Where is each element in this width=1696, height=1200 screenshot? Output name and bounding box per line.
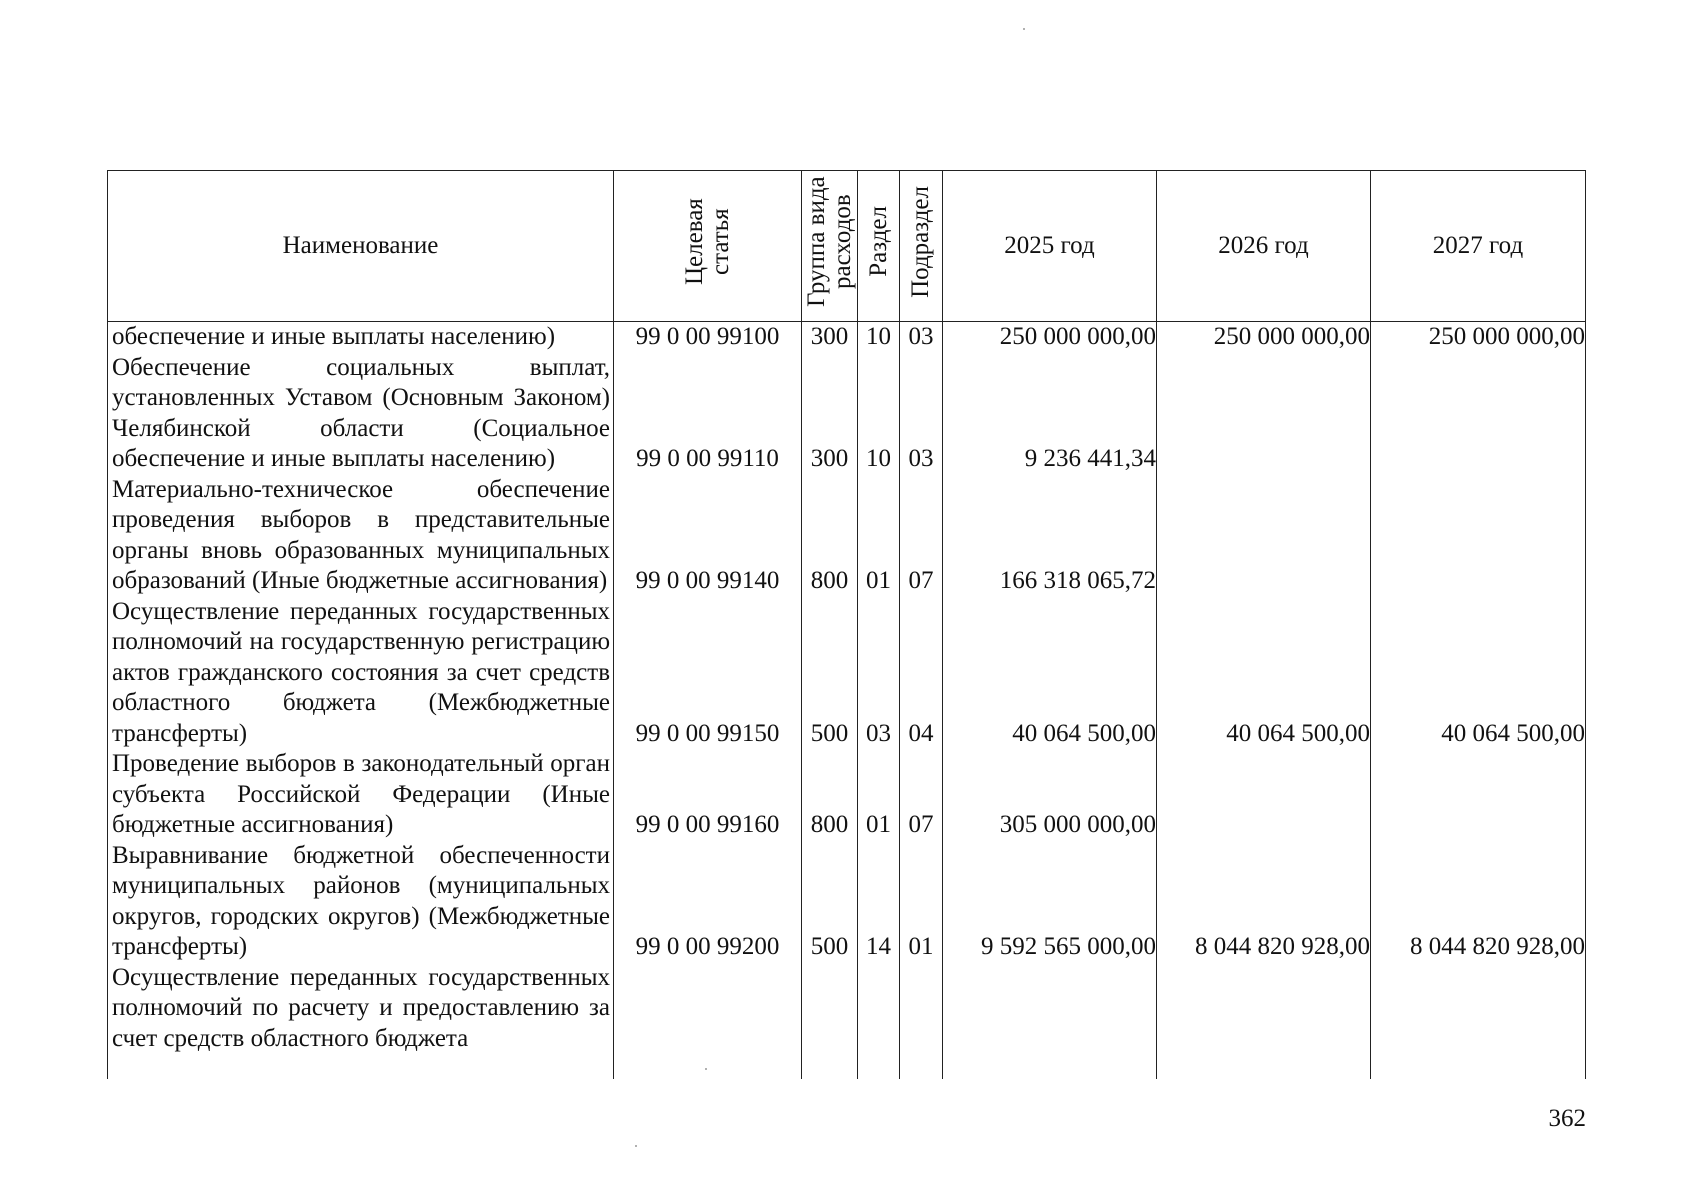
row-name: Осуществление переданных государственных полномочий на государственную регистрацию актов гражданского состояния за счет средств областного бюджета (Межбюджетные трансферты) [108,597,614,750]
row-section [858,963,900,1079]
row-section: 03 [858,597,900,750]
header-expense-group-label: Группа вида расходов [802,176,856,308]
row-2025: 9 236 441,34 [943,353,1157,475]
row-section: 10 [858,322,900,353]
header-2027: 2027 год [1371,171,1586,322]
header-target [614,171,802,322]
row-group: 800 [802,749,858,841]
row-subsection: 07 [900,475,943,597]
table-row [108,963,1586,1079]
row-section: 01 [858,475,900,597]
row-name: Осуществление переданных государственных полномочий по расчету и предоставлению за счет средств областного бюджета [108,963,614,1079]
row-2026 [1157,475,1371,597]
row-group: 300 [802,322,858,353]
header-target-label: Целевая статья [680,198,734,286]
scan-speck [1023,28,1025,30]
row-subsection [900,963,943,1079]
scan-speck [705,1068,707,1070]
row-subsection: 03 [900,322,943,353]
header-subsection-label: Подраздел [907,185,934,298]
scan-speck [635,1145,637,1147]
row-name: Выравнивание бюджетной обеспеченности муниципальных районов (муниципальных округов, городских округов) (Межбюджетные трансферты) [108,841,614,963]
row-2025 [943,963,1157,1079]
header-2025: 2025 год [943,171,1157,322]
table-header-row [108,171,1586,322]
row-target: 99 0 00 99150 [614,597,802,750]
header-2026: 2026 год [1157,171,1371,322]
table-row [108,841,1586,963]
row-2025: 9 592 565 000,00 [943,841,1157,963]
row-2026: 8 044 820 928,00 [1157,841,1371,963]
row-2027 [1371,353,1586,475]
row-target [614,963,802,1079]
header-section [858,171,900,322]
row-2026: 40 064 500,00 [1157,597,1371,750]
row-2025: 305 000 000,00 [943,749,1157,841]
row-name: Проведение выборов в законодательный орган субъекта Российской Федерации (Иные бюджетные ассигнования) [108,749,614,841]
row-target: 99 0 00 99110 [614,353,802,475]
row-2026 [1157,963,1371,1079]
row-name: Материально-техническое обеспечение проведения выборов в представительные органы вновь образованных муниципальных образований (Иные бюджетные ассигнования) [108,475,614,597]
row-section: 10 [858,353,900,475]
table-row [108,475,1586,597]
table-row [108,353,1586,475]
row-2025: 166 318 065,72 [943,475,1157,597]
row-subsection: 03 [900,353,943,475]
row-target: 99 0 00 99200 [614,841,802,963]
row-group: 500 [802,841,858,963]
row-group: 800 [802,475,858,597]
row-2027: 40 064 500,00 [1371,597,1586,750]
row-group [802,963,858,1079]
table-row [108,749,1586,841]
table-row [108,597,1586,750]
row-target: 99 0 00 99100 [614,322,802,353]
row-group: 500 [802,597,858,750]
header-name: Наименование [108,171,614,322]
row-2027 [1371,749,1586,841]
row-target: 99 0 00 99160 [614,749,802,841]
header-subsection [900,171,943,322]
row-2025: 40 064 500,00 [943,597,1157,750]
row-section: 01 [858,749,900,841]
row-2025: 250 000 000,00 [943,322,1157,353]
row-2026: 250 000 000,00 [1157,322,1371,353]
row-name: Обеспечение социальных выплат, установленных Уставом (Основным Законом) Челябинской области (Социальное обеспечение и иные выплаты населению) [108,353,614,475]
row-2027: 250 000 000,00 [1371,322,1586,353]
row-section: 14 [858,841,900,963]
header-section-label: Раздел [864,206,892,278]
row-2026 [1157,353,1371,475]
row-subsection: 07 [900,749,943,841]
row-2027 [1371,963,1586,1079]
row-subsection: 01 [900,841,943,963]
row-2026 [1157,749,1371,841]
row-2027: 8 044 820 928,00 [1371,841,1586,963]
row-name: обеспечение и иные выплаты населению) [108,322,614,353]
row-group: 300 [802,353,858,475]
row-subsection: 04 [900,597,943,750]
header-expense-group [802,171,858,322]
budget-table [107,170,1586,1079]
row-target: 99 0 00 99140 [614,475,802,597]
page-number: 362 [1548,1105,1586,1132]
table-row [108,322,1586,353]
row-2027 [1371,475,1586,597]
